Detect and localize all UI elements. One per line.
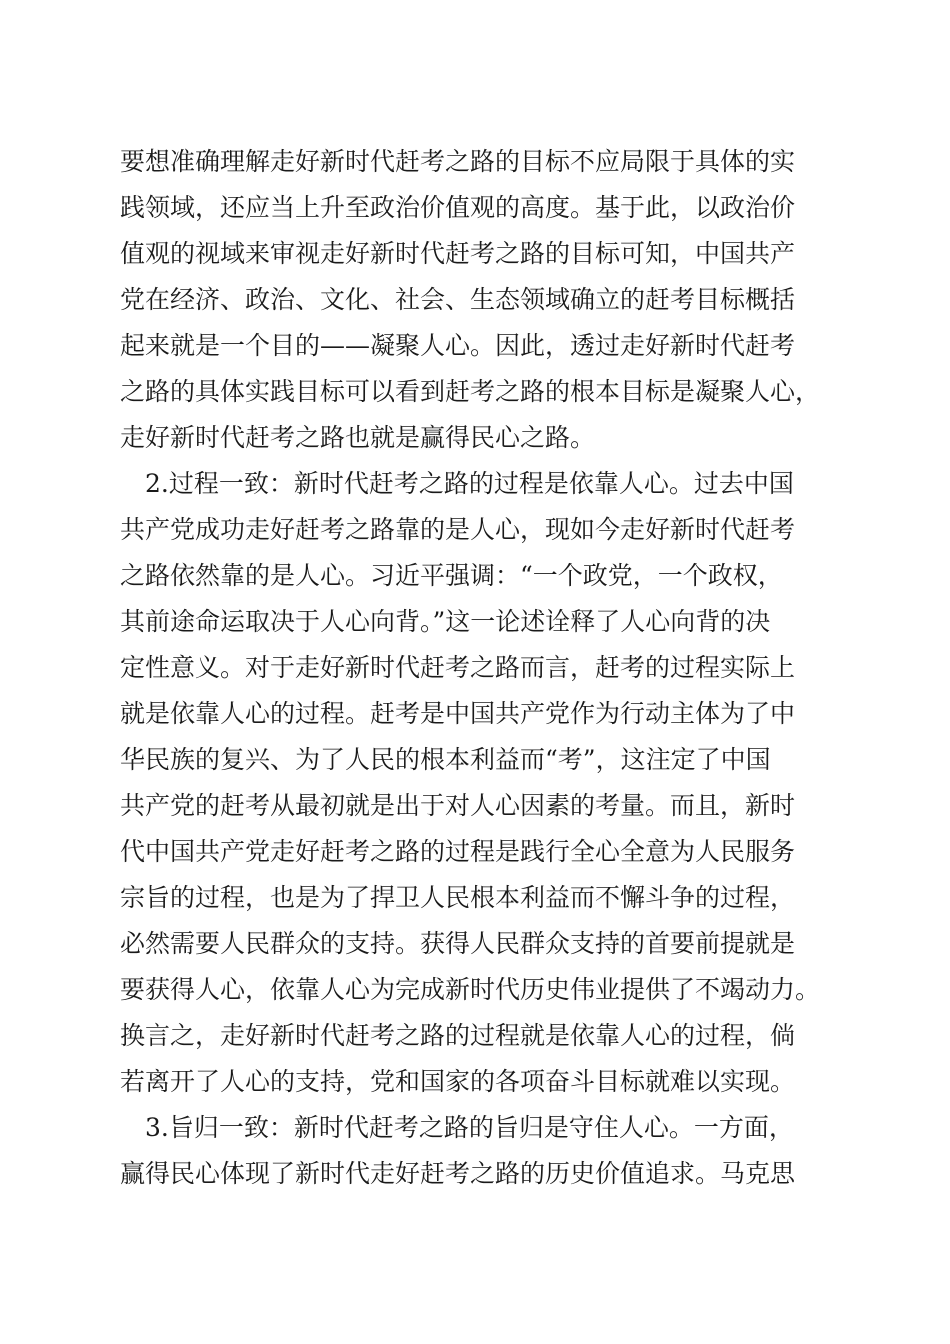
- paragraph-2-line-2: 共产党成功走好赶考之路靠的是人心，现如今走好新时代赶考: [120, 515, 796, 544]
- paragraph-2-line-9: 代中国共产党走好赶考之路的过程是践行全心全意为人民服务: [120, 837, 796, 866]
- paragraph-2-line-11: 必然需要人民群众的支持。获得人民群众支持的首要前提就是: [120, 929, 796, 958]
- paragraph-3-line-1: 3.旨归一致：新时代赶考之路的旨归是守住人心。一方面，: [145, 1113, 794, 1142]
- paragraph-2-line-10: 宗旨的过程，也是为了捍卫人民根本利益而不懈斗争的过程，: [120, 883, 796, 912]
- paragraph-2-line-3: 之路依然靠的是人心。习近平强调：“一个政党，一个政权，: [120, 561, 783, 590]
- paragraph-2-line-4: 其前途命运取决于人心向背。”这一论述诠释了人心向背的决: [120, 607, 771, 636]
- paragraph-2-line-5: 定性意义。对于走好新时代赶考之路而言，赶考的过程实际上: [120, 653, 796, 682]
- paragraph-2-line-14: 若离开了人心的支持，党和国家的各项奋斗目标就难以实现。: [120, 1067, 796, 1096]
- paragraph-1-line-6: 之路的具体实践目标可以看到赶考之路的根本目标是凝聚人心，: [120, 377, 821, 406]
- paragraph-1-line-5: 起来就是一个目的——凝聚人心。因此，透过走好新时代赶考: [120, 331, 796, 360]
- paragraph-1-line-7: 走好新时代赶考之路也就是赢得民心之路。: [120, 423, 596, 452]
- paragraph-1-line-3: 值观的视域来审视走好新时代赶考之路的目标可知，中国共产: [120, 239, 796, 268]
- paragraph-2-line-8: 共产党的赶考从最初就是出于对人心因素的考量。而且，新时: [120, 791, 796, 820]
- paragraph-3-line-2: 赢得民心体现了新时代走好赶考之路的历史价值追求。马克思: [120, 1159, 796, 1188]
- paragraph-1-line-4: 党在经济、政治、文化、社会、生态领域确立的赶考目标概括: [120, 285, 796, 314]
- paragraph-2-line-1: 2.过程一致：新时代赶考之路的过程是依靠人心。过去中国: [145, 469, 794, 498]
- paragraph-2-line-12: 要获得人心，依靠人心为完成新时代历史伟业提供了不竭动力。: [120, 975, 821, 1004]
- paragraph-2-line-7: 华民族的复兴、为了人民的根本利益而“考”，这注定了中国: [120, 745, 771, 774]
- paragraph-1-line-1: 要想准确理解走好新时代赶考之路的目标不应局限于具体的实: [120, 147, 796, 176]
- paragraph-2-line-6: 就是依靠人心的过程。赶考是中国共产党作为行动主体为了中: [120, 699, 796, 728]
- paragraph-1-line-2: 践领域，还应当上升至政治价值观的高度。基于此，以政治价: [120, 193, 796, 222]
- paragraph-2-line-13: 换言之，走好新时代赶考之路的过程就是依靠人心的过程，倘: [120, 1021, 796, 1050]
